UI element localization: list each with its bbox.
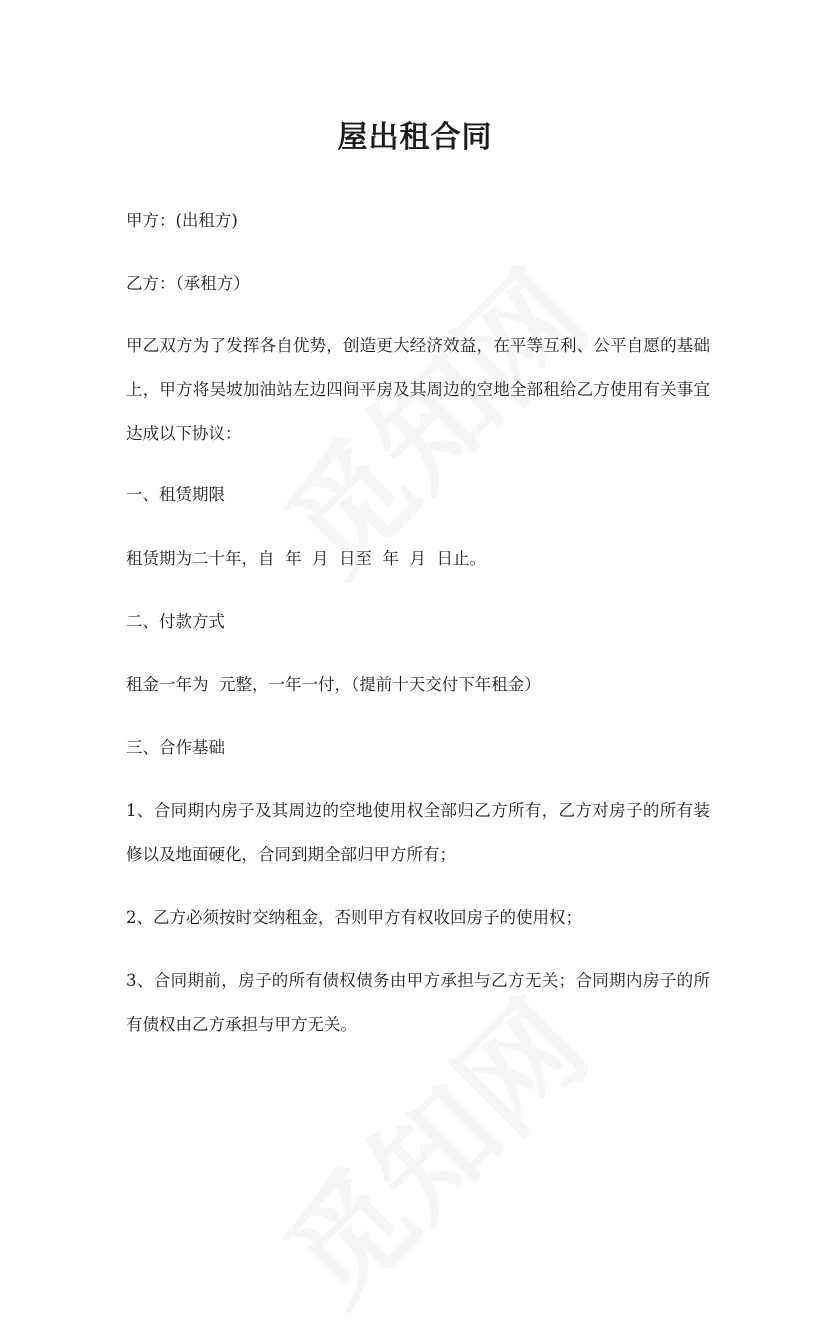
section-heading-payment: 二、付款方式 (126, 612, 225, 631)
section-heading-cooperation: 三、合作基础 (126, 738, 225, 757)
party-a-line: 甲方：(出租方) (126, 211, 238, 230)
intro-paragraph: 甲乙双方为了发挥各自优势，创造更大经济效益，在平等互利、公平自愿的基础上，甲方将吴坡加油站左边四间平房及其周边的空地全部租给乙方使用有关事宜达成以下协议： (126, 336, 710, 443)
payment-text: 租金一年为 元整，一年一付，（提前十天交付下年租金） (126, 675, 541, 694)
lease-term-text: 租赁期为二十年，自 年 月 日至 年 月 日止。 (126, 549, 486, 568)
document-title: 屋出租合同 (337, 120, 493, 155)
clause-1: 1、合同期内房子及其周边的空地使用权全部归乙方所有，乙方对房子的所有装修以及地面硬化，合同到期全部归甲方所有； (126, 801, 710, 864)
clause-3: 3、合同期前，房子的所有债权债务由甲方承担与乙方无关；合同期内房子的所有债权由乙方承担与甲方无关。 (126, 971, 710, 1034)
clause-2: 2、乙方必须按时交纳租金，否则甲方有权收回房子的使用权； (126, 908, 582, 927)
section-heading-lease-term: 一、租赁期限 (126, 485, 225, 504)
party-b-line: 乙方：（承租方） (126, 274, 250, 293)
